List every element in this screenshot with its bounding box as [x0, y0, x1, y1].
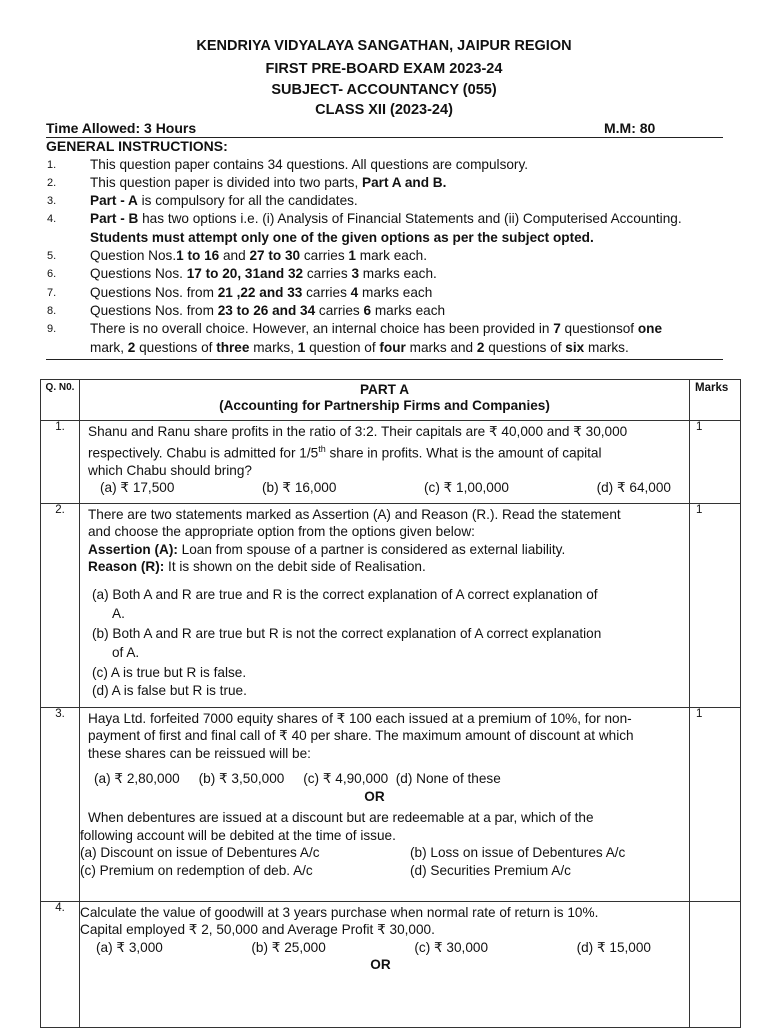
options: (a) ₹ 2,80,000 (b) ₹ 3,50,000 (c) ₹ 4,90,000 (d) None of these: [94, 771, 501, 787]
option-a: (a) Discount on issue of Debentures A/c: [80, 845, 320, 861]
questions-table: [40, 379, 741, 1028]
instructions-title: GENERAL INSTRUCTIONS:: [46, 138, 228, 154]
question-1: Shanu and Ranu share profits in the ratio of 3:2. Their capitals are ₹ 40,000 and ₹ 30,000 respectively. Chabu is admitted for 1/5th share in profits. What is the amount of capital which Chabu should bring? (a) ₹ 17,500 (b) ₹ 16,000 (c) ₹ 1,00,000 (d) ₹ 64,000: [80, 421, 690, 504]
option-b: (b) ₹ 16,000: [262, 480, 337, 496]
option-d: (d) Securities Premium A/c: [410, 862, 571, 878]
or-label: OR: [370, 957, 391, 973]
class-title: CLASS XII (2023-24): [315, 102, 453, 118]
exam-title: FIRST PRE-BOARD EXAM 2023-24: [265, 61, 503, 77]
instructions-divider: [46, 359, 723, 360]
part-subtitle: (Accounting for Partnership Firms and Companies): [219, 398, 550, 413]
marks-header: Marks: [690, 380, 741, 421]
subject-title: SUBJECT- ACCOUNTANCY (055): [271, 82, 497, 98]
question-marks: 1: [690, 707, 741, 901]
or-label: OR: [364, 788, 385, 804]
option-a: (a) ₹ 17,500: [100, 480, 175, 496]
option-a: (a) ₹ 3,000: [96, 939, 163, 955]
options: [80, 939, 681, 957]
question-2: There are two statements marked as Assertion (A) and Reason (R.). Read the statement and choose the appropriate option from the options given below: Assertion (A): Loan from spouse of a partner is considered as external liability. Reason (R): It is shown on the debit side of Realisation. (a) Both A and R are true and R is the correct explanation of A correct explanation of A. (b) Both A and R are true but R is not the correct explanation of A correct explanation of A. (c) A is true but R is false. (d) A is false but R is true.: [80, 503, 690, 707]
qno-header: Q. N0.: [41, 380, 80, 421]
options: [80, 844, 681, 879]
question-number: 2.: [41, 503, 80, 707]
school-name: KENDRIYA VIDYALAYA SANGATHAN, JAIPUR REGION: [196, 38, 572, 54]
option-b: (b) Both A and R are true but R is not the correct explanation of A correct explanation: [92, 625, 602, 641]
part-header: [80, 380, 690, 421]
time-allowed: Time Allowed: 3 Hours: [46, 120, 197, 136]
question-row: [41, 421, 741, 504]
table-header-row: [41, 380, 741, 421]
option-c: (c) Premium on redemption of deb. A/c: [80, 862, 313, 878]
question-marks: 1: [690, 503, 741, 707]
option-a: (a) Both A and R are true and R is the correct explanation of A correct explanation of: [92, 586, 598, 602]
question-4: Calculate the value of goodwill at 3 years purchase when normal rate of return is 10%. Capital employed ₹ 2, 50,000 and Average Profit ₹ 30,000. (a) ₹ 3,000 (b) ₹ 25,000 (c) ₹ 30,000 (d) ₹ 15,000 OR: [80, 901, 690, 1027]
question-row: [41, 503, 741, 707]
options: [88, 479, 681, 497]
question-3: Haya Ltd. forfeited 7000 equity shares of ₹ 100 each issued at a premium of 10%, for non- payment of first and final call of ₹ 40 per share. The maximum amount of discount at which these shares can be reissued will be: (a) ₹ 2,80,000 (b) ₹ 3,50,000 (c) ₹ 4,90,000 (d) None of these OR When debentures are issued at a discount but are redeemable at a par, which of the following account will be debited at the time of issue. (a) Discount on issue of Debentures A/c (b) Loss on issue of Debentures A/c (c) Premium on redemption of deb. A/c (d) Securities Premium A/c: [80, 707, 690, 901]
question-number: 3.: [41, 707, 80, 901]
option-d: (d) A is false but R is true.: [92, 682, 247, 698]
question-number: 1.: [41, 421, 80, 504]
max-marks: M.M: 80: [604, 120, 656, 136]
part-title: PART A: [359, 382, 410, 397]
option-c: (c) ₹ 30,000: [414, 939, 489, 955]
question-marks: [690, 901, 741, 1027]
option-b: (b) ₹ 25,000: [251, 939, 326, 955]
question-number: 4.: [41, 901, 80, 1027]
option-c: (c) A is true but R is false.: [92, 664, 247, 680]
question-row: [41, 901, 741, 1027]
option-c: (c) ₹ 1,00,000: [424, 480, 509, 496]
question-marks: 1: [690, 421, 741, 504]
option-d: (d) ₹ 64,000: [596, 480, 671, 496]
question-row: [41, 707, 741, 901]
option-d: (d) ₹ 15,000: [576, 939, 651, 955]
option-b: (b) Loss on issue of Debentures A/c: [410, 845, 626, 861]
